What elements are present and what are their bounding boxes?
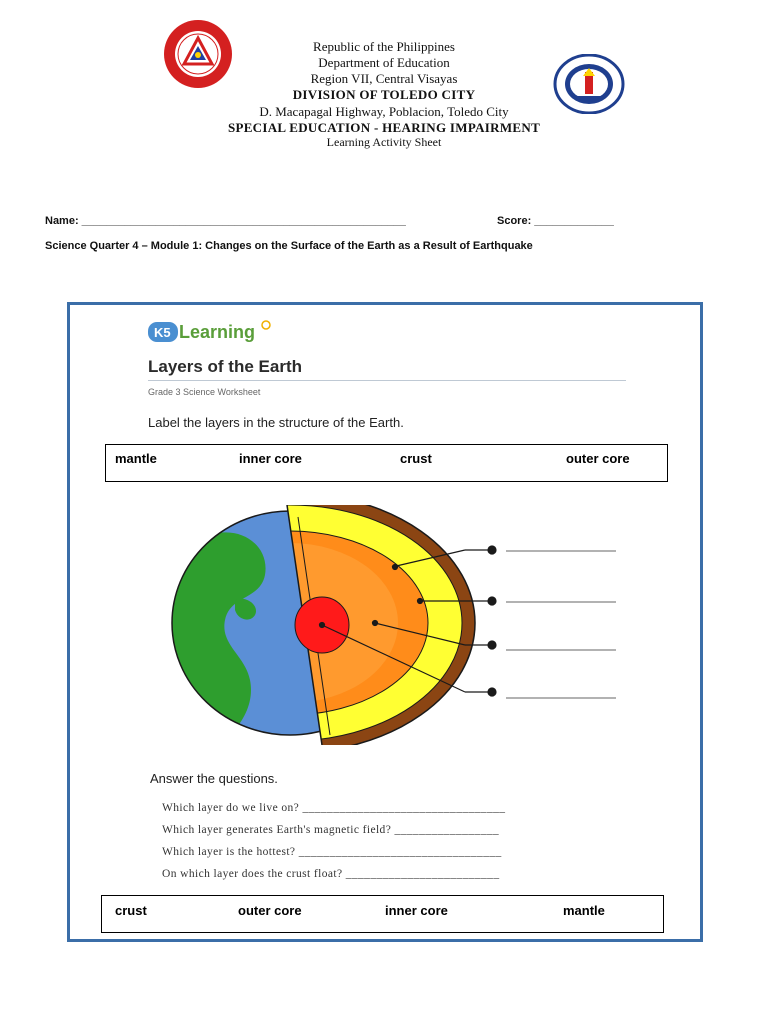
- name-field[interactable]: Name: _____________________________________________________: [45, 215, 406, 227]
- word-bank-item: outer core: [566, 451, 630, 466]
- module-line: Science Quarter 4 – Module 1: Changes on the Surface of the Earth as a Result of Earthquake: [45, 240, 533, 252]
- header-department: Department of Education: [318, 55, 450, 70]
- word-bank-item: inner core: [385, 903, 448, 918]
- header-sheet-type: Learning Activity Sheet: [326, 135, 442, 149]
- title-rule: [148, 380, 626, 381]
- word-bank-item: crust: [400, 451, 432, 466]
- word-bank-item: mantle: [563, 903, 605, 918]
- question-4: On which layer does the crust float? _________________________: [162, 868, 500, 880]
- earth-layers-diagram: [170, 505, 630, 745]
- worksheet-instruction: Label the layers in the structure of the Earth.: [148, 415, 404, 430]
- k5-logo: [148, 319, 288, 345]
- question-1: Which layer do we live on? _________________________________: [162, 802, 506, 814]
- svg-text:Learning: Learning: [179, 322, 256, 342]
- header-program: SPECIAL EDUCATION - HEARING IMPAIRMENT: [227, 120, 541, 135]
- question-2: Which layer generates Earth's magnetic field? _________________: [162, 824, 500, 836]
- question-3: Which layer is the hottest? _________________________________: [162, 846, 502, 858]
- word-bank-item: outer core: [238, 903, 302, 918]
- word-bank-item: crust: [115, 903, 147, 918]
- header-republic: Republic of the Philippines: [313, 39, 455, 54]
- word-bank-item: mantle: [115, 451, 157, 466]
- worksheet-frame: [67, 302, 703, 942]
- worksheet-subtitle: Grade 3 Science Worksheet: [148, 387, 261, 397]
- header-region: Region VII, Central Visayas: [310, 71, 458, 86]
- word-bank-item: inner core: [239, 451, 302, 466]
- word-bank-bottom: [101, 895, 664, 933]
- header-address: D. Macapagal Highway, Poblacion, Toledo City: [259, 104, 509, 119]
- answer-heading: Answer the questions.: [150, 771, 278, 786]
- svg-text:K5: K5: [154, 325, 171, 340]
- header-division: DIVISION OF TOLEDO CITY: [292, 87, 476, 102]
- word-bank-top: [105, 444, 668, 482]
- worksheet-title: Layers of the Earth: [148, 357, 302, 376]
- score-field[interactable]: Score: _____________: [497, 215, 614, 227]
